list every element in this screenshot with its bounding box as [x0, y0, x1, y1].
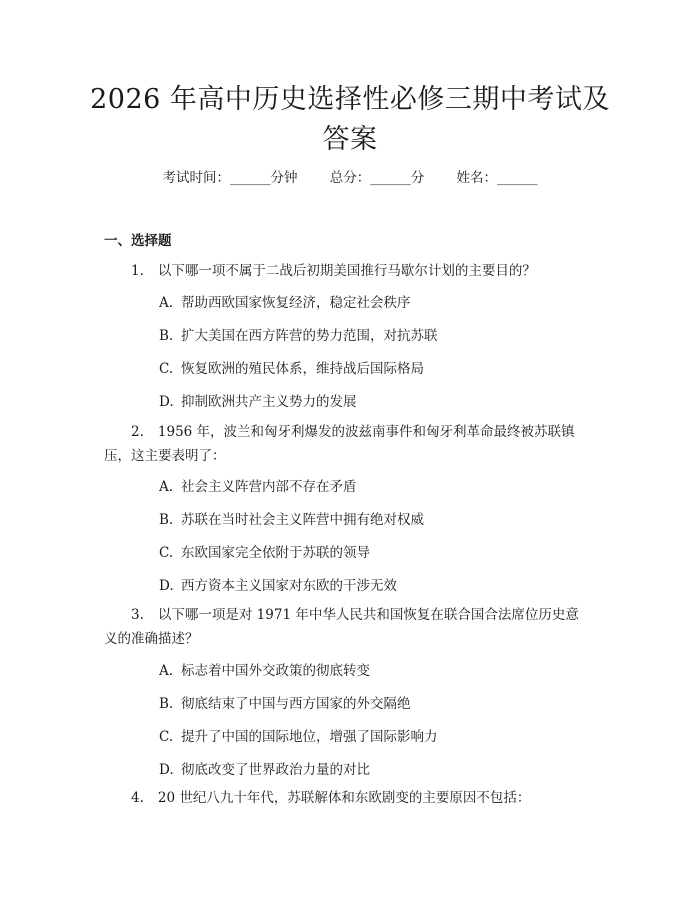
question-stem: 以下哪一项是对 1971 年中华人民共和国恢复在联合国合法席位历史意义的准确描述？ [104, 607, 579, 647]
question-3-option-a[interactable] [159, 661, 370, 681]
question-number: 3. [131, 607, 144, 623]
option-text: 彻底结束了中国与西方国家的外交隔绝 [181, 696, 411, 712]
option-letter: C. [159, 729, 174, 745]
exam-time-field: 考试时间：______分钟 [162, 170, 298, 186]
question-1 [104, 259, 592, 283]
question-number: 2. [131, 424, 144, 440]
option-text: 西方资本主义国家对东欧的干涉无效 [181, 578, 397, 594]
option-text: 苏联在当时社会主义阵营中拥有绝对权威 [181, 512, 424, 528]
option-letter: C. [159, 361, 174, 377]
question-2 [104, 420, 592, 468]
option-text: 扩大美国在西方阵营的势力范围，对抗苏联 [181, 328, 438, 344]
option-letter: C. [159, 545, 174, 561]
question-1-option-c[interactable] [159, 359, 424, 379]
option-letter: B. [159, 696, 174, 712]
exam-score-field: 总分：______分 [329, 170, 425, 186]
question-3-option-b[interactable] [159, 694, 411, 714]
question-number: 1. [131, 263, 144, 279]
option-text: 社会主义阵营内部不存在矛盾 [181, 479, 357, 495]
question-number: 4. [131, 790, 144, 806]
question-2-option-d[interactable] [159, 576, 397, 596]
option-text: 东欧国家完全依附于苏联的领导 [181, 545, 370, 561]
question-stem: 1956 年，波兰和匈牙利爆发的波兹南事件和匈牙利革命最终被苏联镇压，这主要表明了： [104, 424, 575, 464]
question-1-option-d[interactable] [159, 392, 357, 412]
section-heading: 一、选择题 [104, 233, 172, 249]
question-1-option-a[interactable] [159, 293, 411, 313]
question-stem: 以下哪一项不属于二战后初期美国推行马歇尔计划的主要目的？ [157, 263, 536, 279]
question-3 [104, 603, 592, 651]
option-letter: A. [159, 479, 174, 495]
option-letter: A. [159, 663, 174, 679]
option-text: 彻底改变了世界政治力量的对比 [181, 762, 370, 778]
option-letter: D. [159, 762, 174, 778]
option-text: 标志着中国外交政策的彻底转变 [181, 663, 370, 679]
option-text: 帮助西欧国家恢复经济，稳定社会秩序 [181, 295, 411, 311]
option-text: 提升了中国的国际地位，增强了国际影响力 [181, 729, 438, 745]
question-2-option-c[interactable] [159, 543, 370, 563]
page-title: 2026 年高中历史选择性必修三期中考试及答案 [90, 84, 610, 155]
option-letter: D. [159, 578, 174, 594]
question-2-option-b[interactable] [159, 510, 424, 530]
question-1-option-b[interactable] [159, 326, 438, 346]
option-letter: B. [159, 328, 174, 344]
option-text: 恢复欧洲的殖民体系，维持战后国际格局 [181, 361, 424, 377]
option-text: 抑制欧洲共产主义势力的发展 [181, 394, 357, 410]
question-3-option-d[interactable] [159, 760, 370, 780]
question-3-option-c[interactable] [159, 727, 438, 747]
option-letter: A. [159, 295, 174, 311]
exam-meta [0, 168, 700, 188]
exam-name-field: 姓名：______ [456, 170, 538, 186]
question-4 [104, 786, 592, 810]
option-letter: B. [159, 512, 174, 528]
question-stem: 20 世纪八九十年代，苏联解体和东欧剧变的主要原因不包括： [157, 790, 531, 806]
option-letter: D. [159, 394, 174, 410]
question-2-option-a[interactable] [159, 477, 357, 497]
